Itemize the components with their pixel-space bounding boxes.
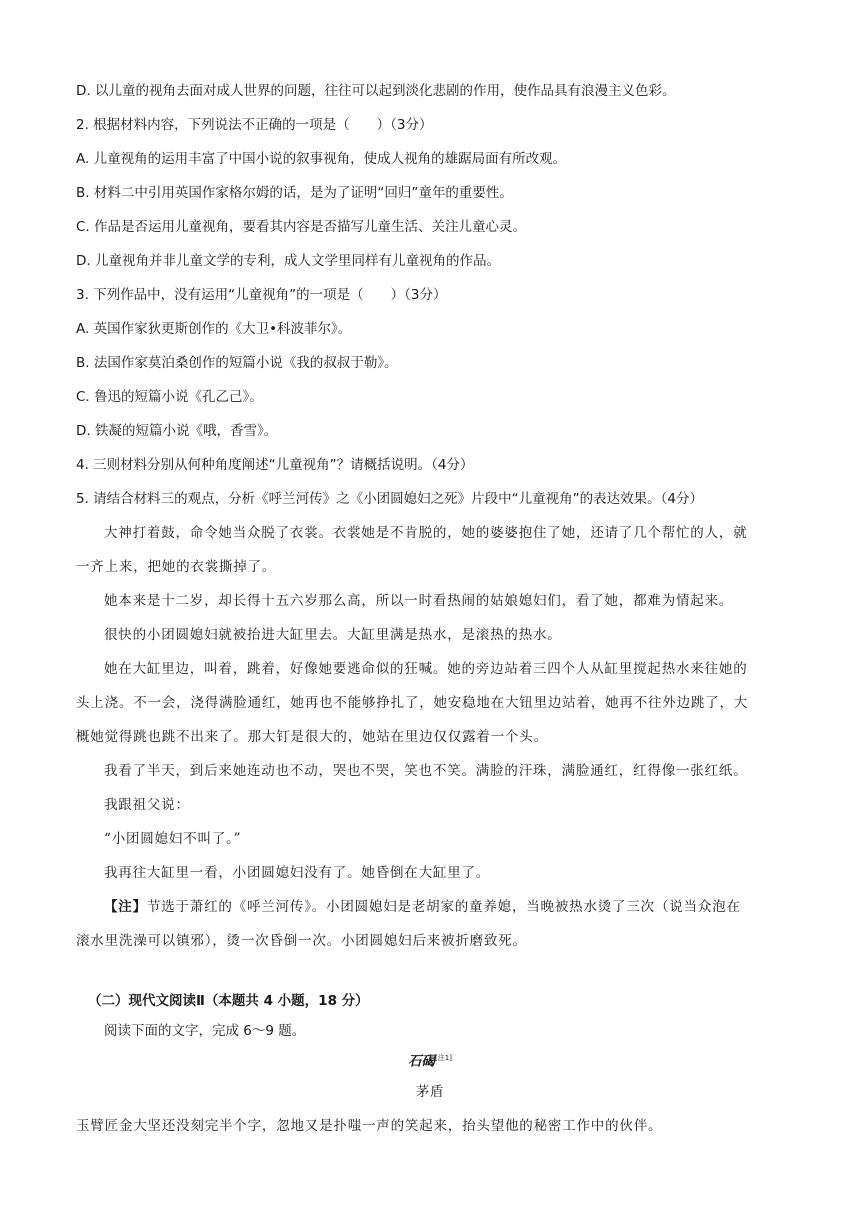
question-2: 2. 根据材料内容，下列说法不正确的一项是（ ）（3分） bbox=[76, 117, 433, 133]
q2-option-c: C. 作品是否运用儿童视角，要看其内容是否描写儿童生活、关注儿童心灵。 bbox=[76, 219, 527, 235]
story-title-text: 石碣 bbox=[408, 1053, 436, 1070]
section-instruction: 阅读下面的文字，完成 6～9 题。 bbox=[104, 1023, 306, 1039]
q2-option-a: A. 儿童视角的运用丰富了中国小说的叙事视角，使成人视角的雄踞局面有所改观。 bbox=[76, 151, 567, 167]
excerpt-paragraph-8: 我再往大缸里一看，小团圆媳妇没有了。她昏倒在大缸里了。 bbox=[104, 865, 491, 881]
q3-option-d: D. 铁凝的短篇小说《哦，香雪》。 bbox=[76, 423, 278, 439]
q3-option-a: A. 英国作家狄更斯创作的《大卫•科波菲尔》。 bbox=[76, 321, 352, 337]
story-title bbox=[0, 1048, 860, 1072]
q3-option-b: B. 法国作家莫泊桑创作的短篇小说《我的叔叔于勒》。 bbox=[76, 355, 398, 371]
q2-option-b: B. 材料二中引用英国作家格尔姆的话，是为了证明“回归”童年的重要性。 bbox=[76, 185, 513, 201]
story-author: 茅盾 bbox=[415, 1084, 445, 1100]
excerpt-paragraph-4: 她在大缸里边，叫着，跳着，好像她要逃命似的狂喊。她的旁边站着三四个人从缸里搅起热水来往她的 bbox=[104, 661, 748, 677]
excerpt-paragraph-3: 很快的小团圆媳妇就被抬进大缸里去。大缸里满是热水，是滚热的热水。 bbox=[104, 627, 562, 643]
excerpt-note-cont: 滚水里洗澡可以镇邪），烫一次昏倒一次。小团圆媳妇后来被折磨致死。 bbox=[76, 933, 527, 949]
q1-option-d: D. 以儿童的视角去面对成人世界的问题，往往可以起到淡化悲剧的作用，使作品具有浪漫主义色彩。 bbox=[76, 83, 676, 99]
excerpt-paragraph-5: 我看了半天，到后来她连动也不动，哭也不哭，笑也不笑。满脸的汗珠，满脸通红，红得像一张红纸。 bbox=[104, 763, 748, 779]
q3-option-c: C. 鲁迅的短篇小说《孔乙己》。 bbox=[76, 389, 263, 405]
q2-option-d: D. 儿童视角并非儿童文学的专利，成人文学里同样有儿童视角的作品。 bbox=[76, 253, 500, 269]
excerpt-paragraph-2: 她本来是十二岁，却长得十五六岁那么高，所以一时看热闹的姑娘媳妇们，看了她，都难为情起来。 bbox=[104, 593, 734, 609]
question-4: 4. 三则材料分别从何种角度阐述“儿童视角”？请概括说明。（4分） bbox=[76, 457, 474, 473]
section-heading: （二）现代文阅读Ⅱ（本题共 4 小题，18 分） bbox=[88, 993, 369, 1009]
excerpt-paragraph-1-cont: 一齐上来，把她的衣裳撕掉了。 bbox=[76, 559, 277, 575]
note-text: 节选于萧红的《呼兰河传》。小团圆媳妇是老胡家的童养媳，当晚被热水烫了三次（说当众泡在 bbox=[146, 899, 741, 915]
excerpt-paragraph-4-end: 概她觉得跳也跳不出来了。那大钉是很大的，她站在里边仅仅露着一个头。 bbox=[76, 729, 548, 745]
question-3: 3. 下列作品中，没有运用“儿童视角”的一项是（ ）（3分） bbox=[76, 287, 447, 303]
note-marker: 【注】 bbox=[104, 899, 147, 915]
excerpt-note bbox=[104, 897, 741, 917]
excerpt-paragraph-4-cont: 头上浇。不一会，浇得满脸通红，她再也不能够挣扎了，她安稳地在大钮里边站着，她再不往外边跳了，大 bbox=[76, 695, 749, 711]
story-paragraph-1: 玉臂匠金大坚还没刻完半个字，忽地又是扑嗤一声的笑起来，抬头望他的秘密工作中的伙伴。 bbox=[76, 1118, 663, 1134]
excerpt-paragraph-6: 我跟祖父说： bbox=[104, 797, 190, 813]
story-title-footnote: [注1] bbox=[435, 1054, 452, 1062]
question-5: 5. 请结合材料三的观点，分析《呼兰河传》之《小团圆媳妇之死》片段中“儿童视角”的表达效果。（4分） bbox=[76, 491, 703, 507]
excerpt-paragraph-7: “小团圆媳妇不叫了。” bbox=[104, 831, 242, 847]
excerpt-paragraph-1: 大神打着鼓，命令她当众脱了衣裳。衣裳她是不肯脱的，她的婆婆抱住了她，还请了几个帮忙的人，就 bbox=[104, 525, 748, 541]
